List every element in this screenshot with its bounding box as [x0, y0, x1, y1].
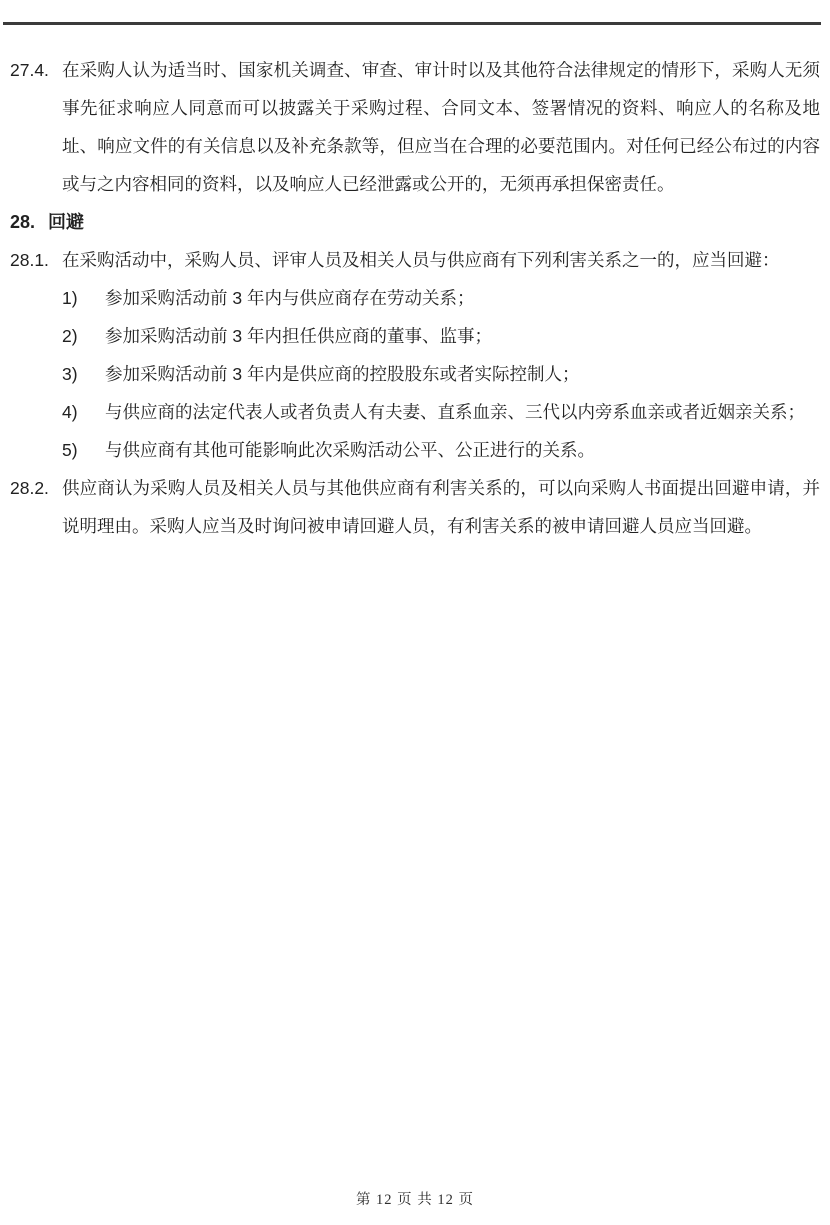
- clause-27-4: [10, 51, 820, 203]
- list-item-number: 2): [62, 326, 78, 346]
- clause-number: 28.1.: [10, 250, 49, 270]
- list-item-text: 参加采购活动前 3 年内与供应商存在劳动关系；: [105, 288, 475, 308]
- clause-number: 27.4.: [10, 60, 49, 80]
- section-title: 回避: [48, 212, 84, 232]
- page-number-text: 第 12 页 共 12 页: [355, 1192, 475, 1208]
- list-item-number: 3): [62, 364, 78, 384]
- list-item: [62, 279, 820, 317]
- clause-28-1: [10, 241, 820, 279]
- list-item: [62, 317, 820, 355]
- section-heading-28: [10, 203, 820, 241]
- list-item: [62, 431, 820, 469]
- clause-number: 28.2.: [10, 478, 49, 498]
- list-item: [62, 393, 820, 431]
- header-divider-line: [3, 22, 821, 25]
- list-item-number: 1): [62, 288, 78, 308]
- clause-28-2: [10, 469, 820, 545]
- list-item-number: 4): [62, 402, 78, 422]
- clause-text: 供应商认为采购人员及相关人员与其他供应商有利害关系的，可以向采购人书面提出回避申请，并说明理由。采购人应当及时询问被申请回避人员，有利害关系的被申请回避人员应当回避。: [62, 478, 820, 536]
- page-footer: [0, 1188, 830, 1209]
- list-item-text: 与供应商的法定代表人或者负责人有夫妻、直系血亲、三代以内旁系血亲或者近姻亲关系；: [105, 402, 805, 422]
- list-item-number: 5): [62, 440, 78, 460]
- list-item: [62, 355, 820, 393]
- list-item-text: 参加采购活动前 3 年内是供应商的控股股东或者实际控制人；: [105, 364, 580, 384]
- clause-28-1-list: [62, 279, 820, 469]
- list-item-text: 与供应商有其他可能影响此次采购活动公平、公正进行的关系。: [105, 440, 595, 460]
- document-body: [10, 51, 820, 545]
- list-item-text: 参加采购活动前 3 年内担任供应商的董事、监事；: [105, 326, 492, 346]
- clause-text: 在采购人认为适当时、国家机关调查、审查、审计时以及其他符合法律规定的情形下，采购人无须事先征求响应人同意而可以披露关于采购过程、合同文本、签署情况的资料、响应人的名称及地址、响应文件的有关信息以及补充条款等，但应当在合理的必要范围内。对任何已经公布过的内容或与之内容相同的资料，以及响应人已经泄露或公开的，无须再承担保密责任。: [62, 60, 820, 194]
- clause-text: 在采购活动中，采购人员、评审人员及相关人员与供应商有下列利害关系之一的，应当回避：: [62, 250, 780, 270]
- section-number: 28.: [10, 212, 36, 232]
